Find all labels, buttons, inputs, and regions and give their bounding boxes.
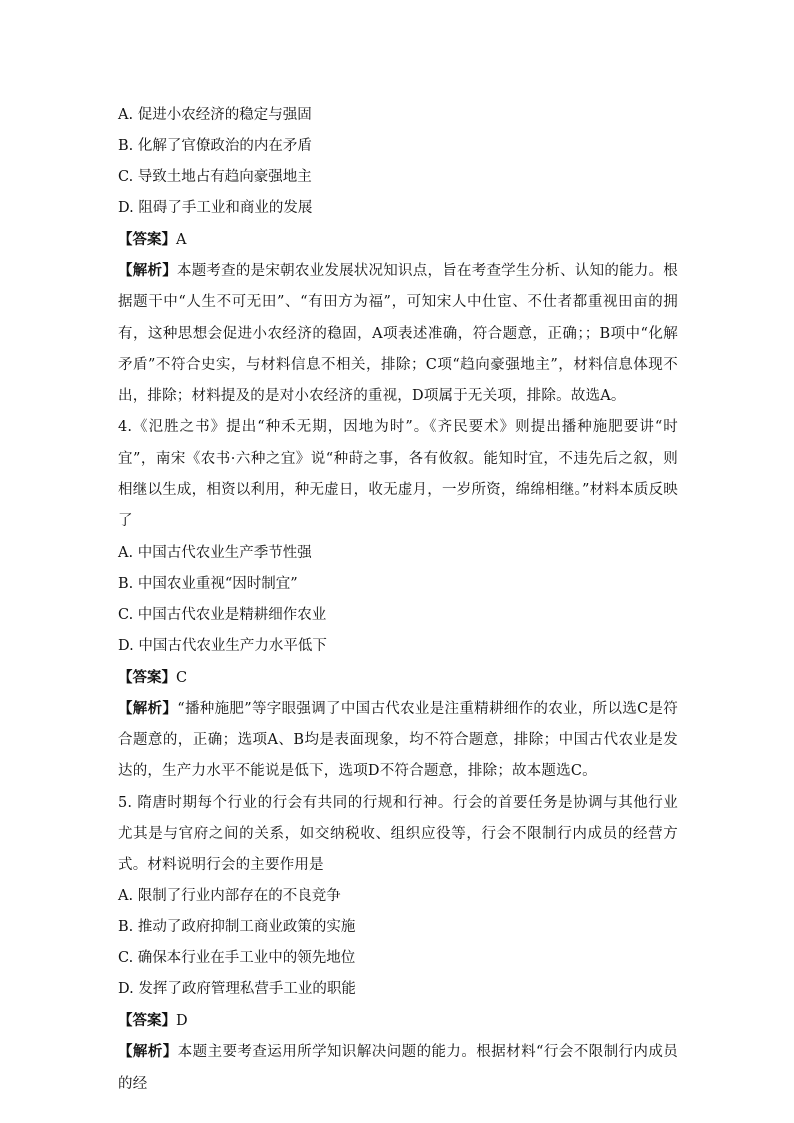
q5-analysis — [118, 1036, 678, 1100]
q4-stem: 4.《氾胜之书》提出“种禾无期，因地为时”。《齐民要术》则提出播种施肥要讲“时宜”，南宋《农书·六种之宜》说“种莳之事，各有攸叙。能知时宜，不违先后之叙，则相继以生成，相资以利用，种无虚日，收无虚月，一岁所资，绵绵相继。”材料本质反映了 — [118, 419, 678, 530]
q4-options — [118, 538, 678, 662]
q3-option-b: B. 化解了官僚政治的内在矛盾 — [118, 138, 312, 154]
answer-value: A — [176, 232, 187, 248]
q5-answer — [118, 1005, 678, 1036]
q4-option-c: C. 中国古代农业是精耕细作农业 — [118, 606, 327, 623]
analysis-label: 【解析】 — [118, 699, 178, 717]
q5-option-a: A. 限制了行业内部存在的不良竞争 — [118, 888, 341, 905]
q5-option-c: C. 确保本行业在手工业中的领先地位 — [118, 950, 356, 967]
answer-label: 【答案】 — [118, 668, 176, 686]
q5-option-b: B. 推动了政府抑制工商业政策的实施 — [118, 919, 356, 936]
analysis-text: 本题考查的是宋朝农业发展状况知识点，旨在考查学生分析、认知的能力。根据题干中“人生不可无田”、“有田方为福”，可知宋人中仕宦、不仕者都重视田亩的拥有，这种思想会促进小农经济的稳固，A项表述准确，符合题意，正确；；B项中“化解矛盾”不符合史实，与材料信息不相关，排除；C项“趋向豪强地主”，材料信息体现不出，排除；材料提及的是对小农经济的重视，D项属于无关项，排除。故选A。 — [118, 263, 678, 405]
answer-label: 【答案】 — [118, 231, 176, 248]
analysis-text: 本题主要考查运用所学知识解决问题的能力。根据材料“行会不限制行内成员的经 — [118, 1044, 678, 1092]
answer-label: 【答案】 — [118, 1012, 176, 1030]
q4-option-a: A. 中国古代农业生产季节性强 — [118, 544, 312, 561]
q4-option-d: D. 中国古代农业生产力水平低下 — [118, 637, 327, 654]
q3-option-d: D. 阻碍了手工业和商业的发展 — [118, 200, 313, 216]
q4-answer — [118, 662, 678, 693]
q3-option-c: C. 导致土地占有趋向豪强地主 — [118, 169, 312, 185]
analysis-text: “播种施肥”等字眼强调了中国古代农业是注重精耕细作的农业，所以选C是符合题意的，正确；选项A、B均是表面现象，均不符合题意，排除；中国古代农业是发达的，生产力水平不能说是低下，选项D不符合题意，排除；故本题选C。 — [118, 700, 678, 780]
document-page — [118, 100, 678, 1100]
q5-stem: 5. 隋唐时期每个行业的行会有共同的行规和行神。行会的首要任务是协调与其他行业尤其是与官府之间的关系，如交纳税收、组织应役等，行会不限制行内成员的经营方式。材料说明行会的主要作用是 — [118, 794, 678, 874]
answer-value: C — [176, 669, 188, 686]
analysis-label: 【解析】 — [118, 262, 177, 279]
q5-option-d: D. 发挥了政府管理私营手工业的职能 — [118, 981, 356, 998]
q3-options — [118, 100, 678, 224]
analysis-label: 【解析】 — [118, 1043, 178, 1061]
q4-option-b: B. 中国农业重视“因时制宜” — [118, 575, 298, 592]
q3-analysis — [118, 255, 678, 412]
answer-value: D — [176, 1013, 188, 1030]
q4-analysis — [118, 693, 678, 788]
q3-option-a: A. 促进小农经济的稳定与强固 — [118, 107, 312, 123]
q3-answer — [118, 224, 678, 255]
q5-options — [118, 881, 678, 1005]
